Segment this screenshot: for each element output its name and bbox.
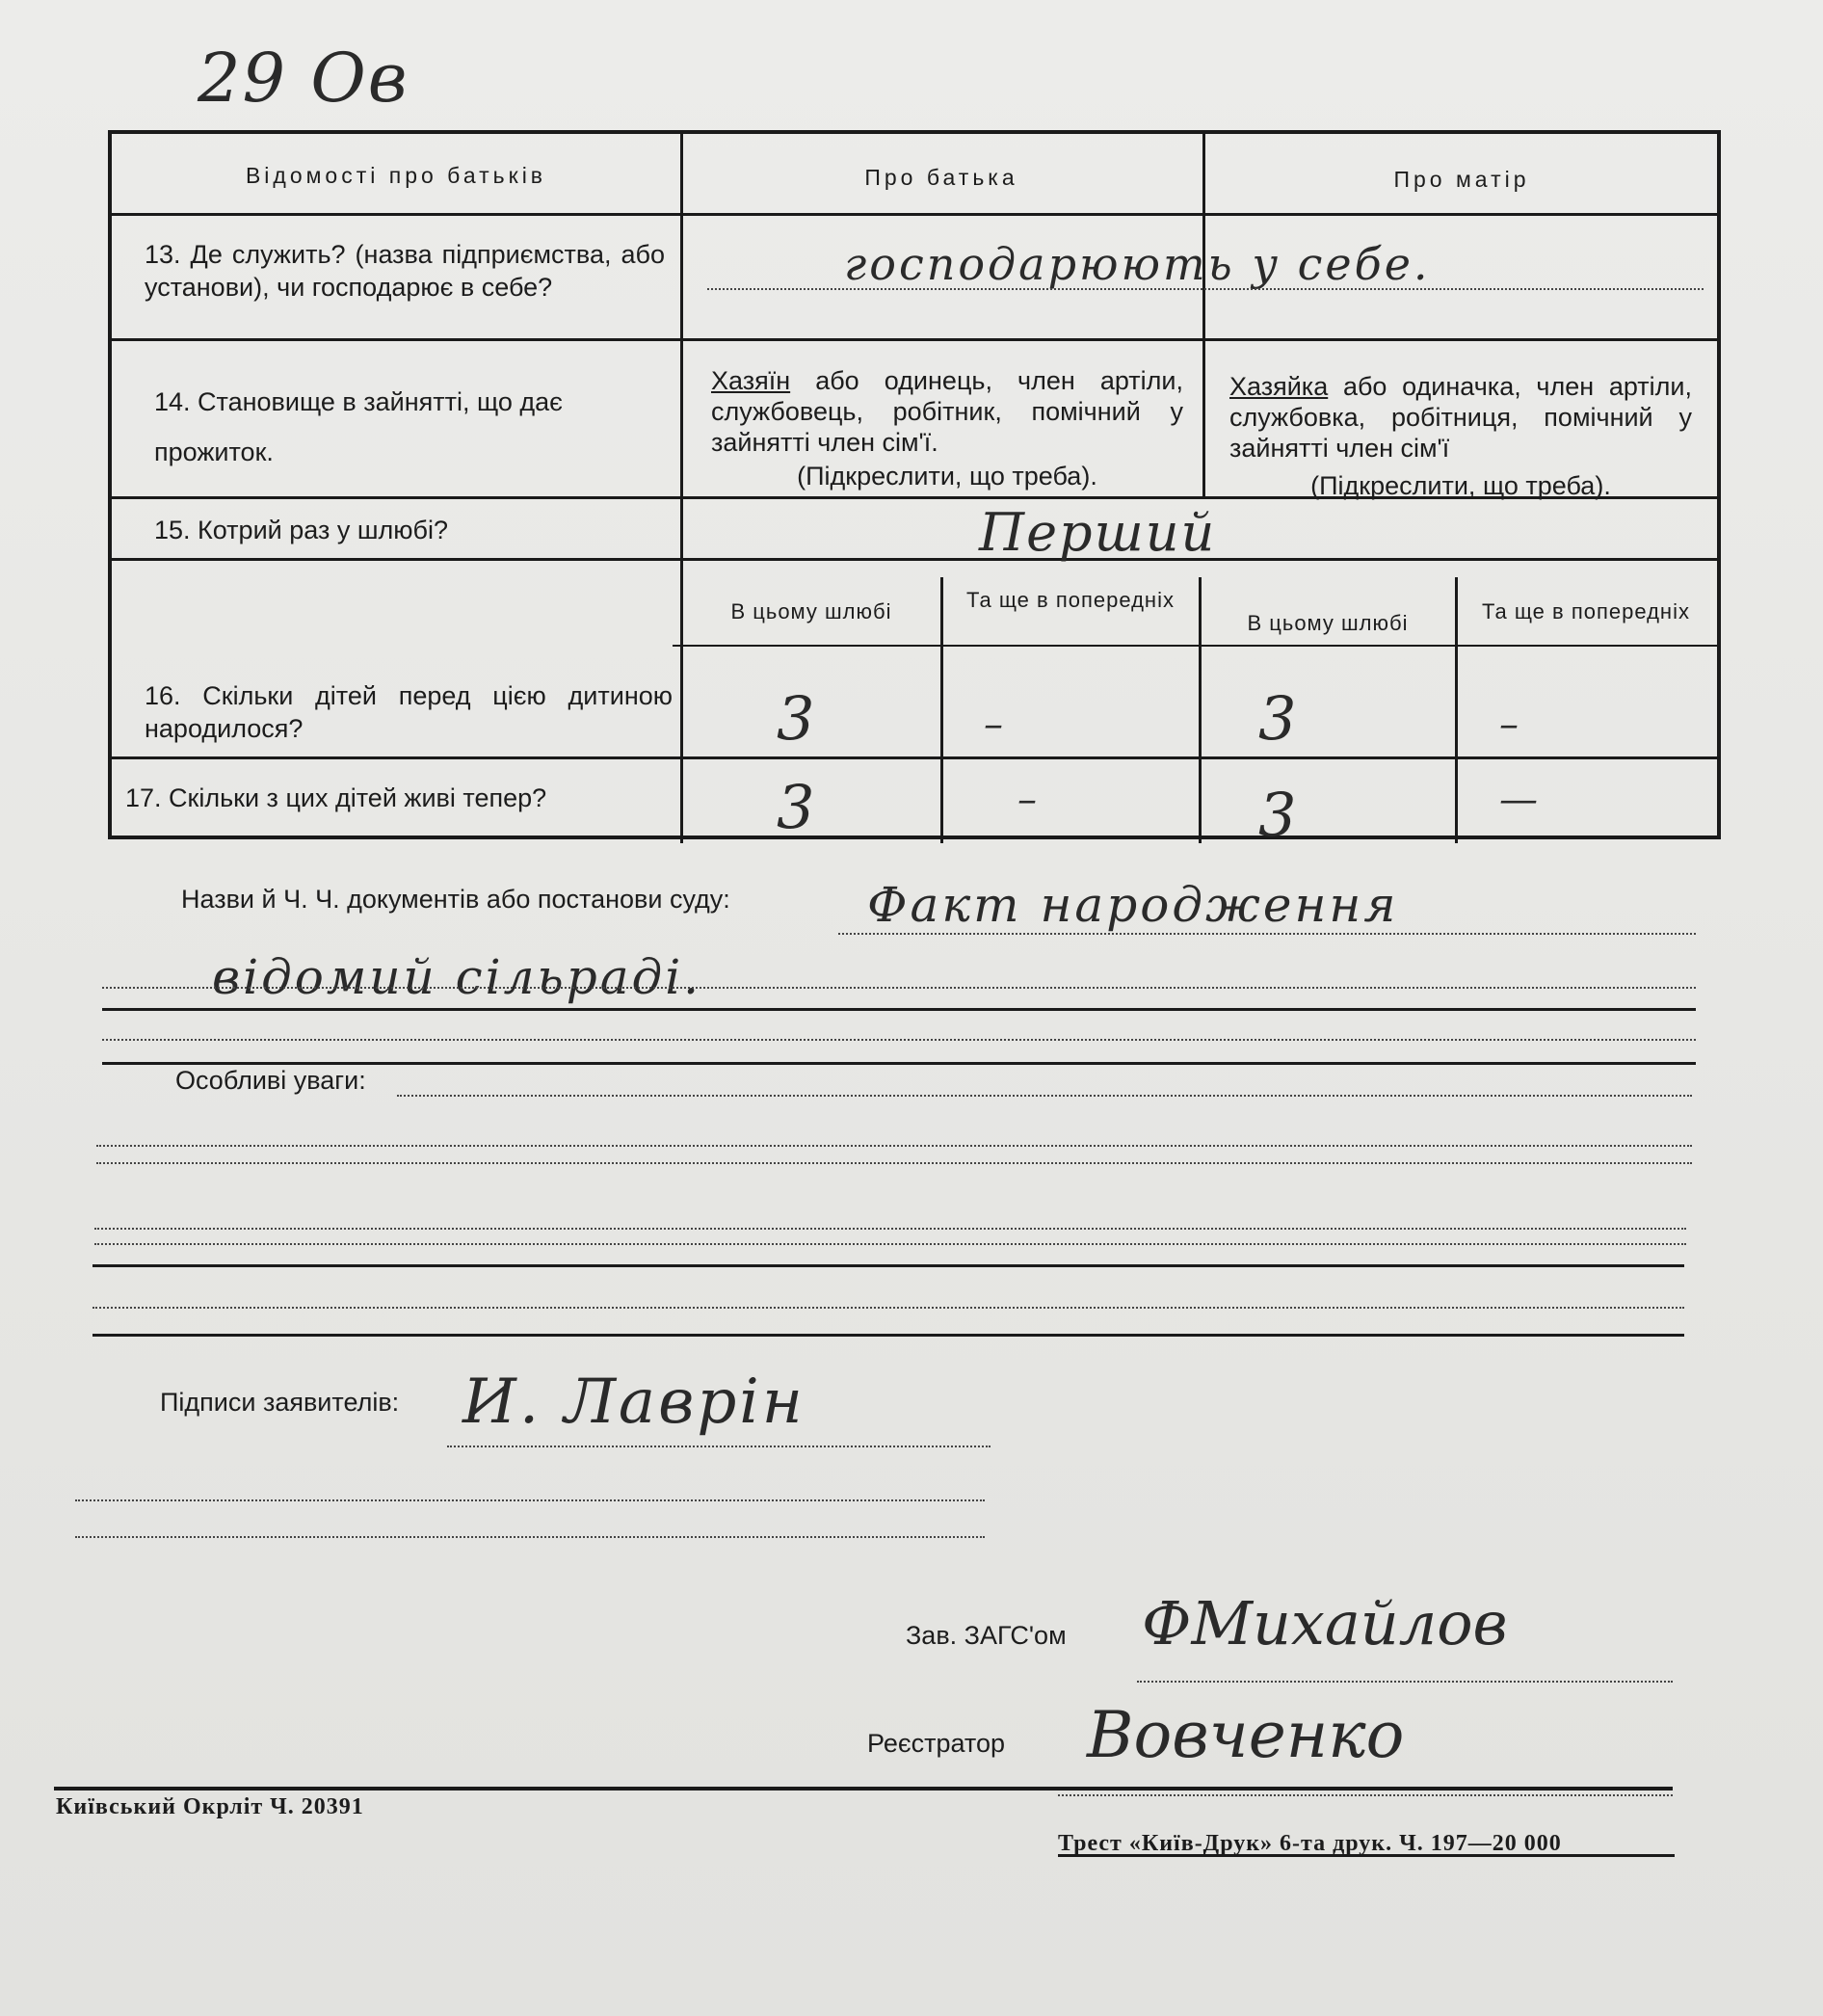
mother-other-options: або одиначка, член артіли, службовка, робітниця, помічний у зайнятті член сім'ї (1229, 372, 1692, 463)
dotted-line (447, 1446, 991, 1447)
dotted-line (707, 288, 1704, 290)
section-rule (92, 1264, 1684, 1267)
q16-father-previous: – (984, 703, 1003, 747)
registry-head-signature: ФМихайлов (1142, 1588, 1508, 1658)
q17-mother-previous: — (1499, 778, 1538, 822)
footer-printer-left: Київський Окрліт Ч. 20391 (56, 1794, 364, 1819)
q14-label: 14. Становище в зайнятті, що дає прожиток. (154, 387, 563, 466)
header-parents-info: Відомості про батьків (245, 163, 547, 188)
dotted-line (94, 1243, 1686, 1245)
table-divider (1455, 577, 1458, 843)
father-underline-note: (Підкреслити, що треба). (797, 462, 1097, 491)
dotted-line (75, 1499, 985, 1501)
q16-mother-this: 3 (1258, 683, 1297, 754)
registrar-label: Реєстратор (867, 1729, 1006, 1758)
archive-number: 29 Ов (198, 39, 410, 118)
q15-answer: Перший (979, 502, 1217, 563)
notes-label: Особливі уваги: (175, 1066, 366, 1095)
dotted-line (397, 1095, 1692, 1097)
q13-label: 13. Де служить? (назва підприємства, або установи), чи господарює в себе? (145, 240, 665, 302)
q14-mother-options (1229, 371, 1692, 464)
q13-answer: господарюють у себе. (844, 238, 1431, 290)
table-divider (1199, 577, 1202, 843)
footer-rule (54, 1787, 1673, 1791)
mother-previous-header: Та ще в попередніх (1482, 599, 1690, 623)
dotted-line (102, 1039, 1696, 1041)
table-rule (112, 213, 1717, 216)
footer-rule (1058, 1854, 1675, 1857)
q16-mother-previous: – (1499, 703, 1519, 747)
table-rule (112, 558, 1717, 561)
section-rule (92, 1334, 1684, 1337)
father-previous-header: Та ще в попередніх (966, 588, 1175, 612)
q17-mother-this: 3 (1258, 780, 1297, 850)
table-divider (680, 134, 683, 843)
dotted-line (838, 933, 1696, 935)
q16-label: 16. Скільки дітей перед цією дитиною народилося? (145, 681, 673, 743)
q17-father-this: 3 (777, 772, 815, 842)
q15-label: 15. Котрий раз у шлюбі? (154, 516, 448, 544)
parents-info-table (108, 130, 1721, 850)
dotted-line (1058, 1794, 1673, 1796)
applicant-signature: И. Лаврін (462, 1366, 806, 1438)
dotted-line (1137, 1681, 1673, 1683)
signatures-label: Підписи заявителів: (160, 1388, 400, 1417)
father-other-options: або одинець, член артіли, службовець, робітник, помічний у зайнятті член сім'ї. (711, 366, 1183, 457)
q16-father-this: 3 (777, 683, 815, 754)
header-father: Про батька (864, 165, 1018, 190)
table-rule (673, 645, 1717, 647)
section-rule (102, 1008, 1696, 1011)
dotted-line (102, 987, 1696, 989)
dotted-line (94, 1228, 1686, 1230)
footer-printer-right: Трест «Київ-Друк» 6-та друк. Ч. 197—20 000 (1058, 1831, 1562, 1856)
dotted-line (92, 1307, 1684, 1309)
header-mother: Про матір (1393, 167, 1530, 192)
section-rule (102, 1062, 1696, 1065)
documents-value-line1: Факт народження (867, 877, 1399, 933)
dotted-line (75, 1536, 985, 1538)
q17-label: 17. Скільки з цих дітей живі тепер? (125, 783, 547, 812)
dotted-line (96, 1145, 1692, 1147)
q14-father-options (711, 365, 1183, 458)
documents-label: Назви й Ч. Ч. документів або постанови суду: (181, 885, 730, 914)
father-selected-option: Хазяїн (711, 366, 791, 395)
table-divider (940, 577, 943, 843)
registry-head-label: Зав. ЗАГС'ом (906, 1621, 1067, 1650)
q17-father-previous: – (1017, 778, 1037, 822)
mother-underline-note: (Підкреслити, що треба). (1310, 471, 1611, 500)
dotted-line (96, 1162, 1692, 1164)
documents-value-line2: відомий сільраді. (212, 949, 702, 1005)
father-this-marriage-header: В цьому шлюбі (730, 599, 892, 623)
registrar-signature: Вовченко (1087, 1698, 1405, 1772)
mother-this-marriage-header: В цьому шлюбі (1247, 611, 1409, 635)
table-rule (112, 756, 1717, 759)
table-rule (112, 338, 1717, 341)
mother-selected-option: Хазяйка (1229, 372, 1329, 401)
